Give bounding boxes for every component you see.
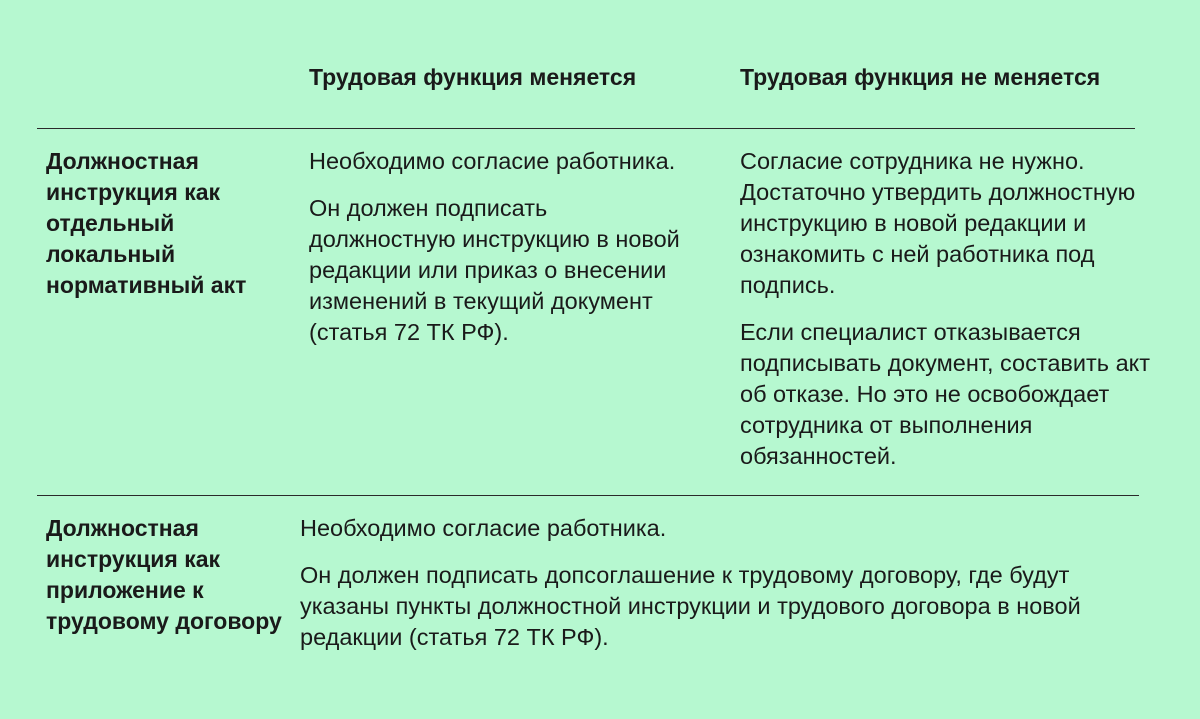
header-divider — [37, 128, 1135, 129]
row-label-contract-appendix: Должностная инструкция как приложение к трудовому договору — [46, 515, 282, 634]
cell-paragraph: Он должен подписать допсоглашение к трудовому договору, где будут указаны пункты должностной инструкции и трудового договора в новой редакции (статья 72 ТК РФ). — [300, 562, 1081, 650]
cell-paragraph: Согласие сотрудника не нужно. Достаточно утвердить должностную инструкцию в новой редакции и ознакомить с ней работника под подпись. — [740, 148, 1136, 298]
column-header-function-unchanged: Трудовая функция не меняется — [740, 64, 1101, 90]
cell-paragraph: Необходимо согласие работника. — [300, 515, 667, 541]
cell-contract-appendix-merged — [300, 513, 1140, 653]
row-label-separate-act: Должностная инструкция как отдельный локальный нормативный акт — [46, 148, 247, 298]
cell-paragraph: Если специалист отказывается подписывать документ, составить акт об отказе. Но это не освобождает сотрудника от выполнения обязанностей. — [740, 319, 1150, 469]
row-divider — [37, 495, 1139, 496]
cell-separate-act-function-changes — [309, 146, 699, 348]
cell-paragraph: Он должен подписать должностную инструкцию в новой редакции или приказ о внесении изменений в текущий документ (статья 72 ТК РФ). — [309, 195, 680, 345]
cell-paragraph: Необходимо согласие работника. — [309, 148, 676, 174]
column-header-function-changes: Трудовая функция меняется — [309, 64, 637, 90]
cell-separate-act-function-unchanged — [740, 146, 1150, 472]
